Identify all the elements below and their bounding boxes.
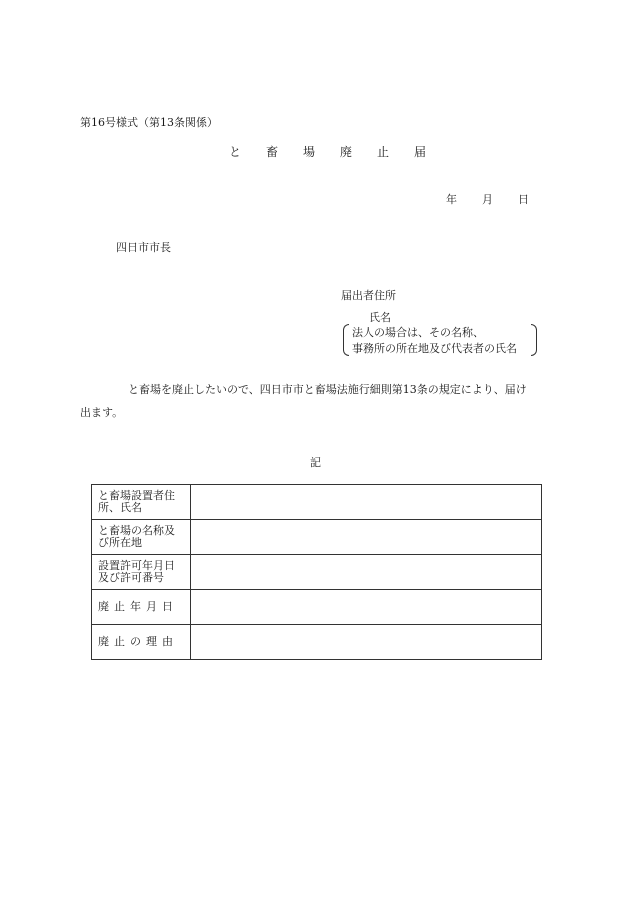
title-char: と [229,145,242,159]
row-label [92,520,191,555]
applicant-address-label: 届出者住所 [341,289,396,302]
table-row [92,555,542,590]
details-table [91,484,542,660]
document-title [229,143,451,160]
row-label-line2: 及び許可番号 [98,571,164,584]
corporate-note-line1: 法人の場合は、その名称、 [352,326,484,339]
row-label-line2: び所在地 [98,536,142,549]
row-value-field[interactable] [191,625,542,660]
right-bracket [531,324,537,356]
table-row [92,520,542,555]
title-char: 廃 [340,145,353,159]
row-label [92,590,191,625]
row-value-field[interactable] [191,520,542,555]
row-label-line1: 廃止の理由 [98,635,178,648]
row-label [92,625,191,660]
table-row [92,625,542,660]
corporate-note-line2: 事務所の所在地及び代表者の氏名 [352,342,517,355]
table-row [92,590,542,625]
row-value-field[interactable] [191,590,542,625]
table-row [92,485,542,520]
ki-heading: 記 [310,456,321,469]
applicant-name-label: 氏名 [369,311,391,324]
date-month: 月 [482,193,493,206]
row-value-field[interactable] [191,485,542,520]
title-char: 畜 [266,145,279,159]
body-text-line1: と畜場を廃止したいので、四日市市と畜場法施行細則第13条の規定により、届け [128,383,527,396]
row-label-line1: 廃止年月日 [98,600,178,613]
body-text-line2: 出ます。 [80,406,124,419]
addressee: 四日市市長 [116,241,171,254]
date-line [446,191,529,207]
date-day: 日 [518,193,529,206]
title-char: 場 [303,145,316,159]
row-label [92,555,191,590]
row-label-line1: 設置許可年月日 [98,559,175,572]
row-label-line1: と畜場の名称及 [98,524,175,537]
title-char: 届 [414,145,427,159]
left-bracket [343,324,349,356]
row-value-field[interactable] [191,555,542,590]
row-label-line2: 所、氏名 [98,501,142,514]
date-year: 年 [446,193,457,206]
corporate-note [343,324,537,356]
row-label-line1: と畜場設置者住 [98,489,175,502]
row-label [92,485,191,520]
form-number: 第16号様式（第13条関係） [80,116,218,129]
title-char: 止 [377,145,390,159]
